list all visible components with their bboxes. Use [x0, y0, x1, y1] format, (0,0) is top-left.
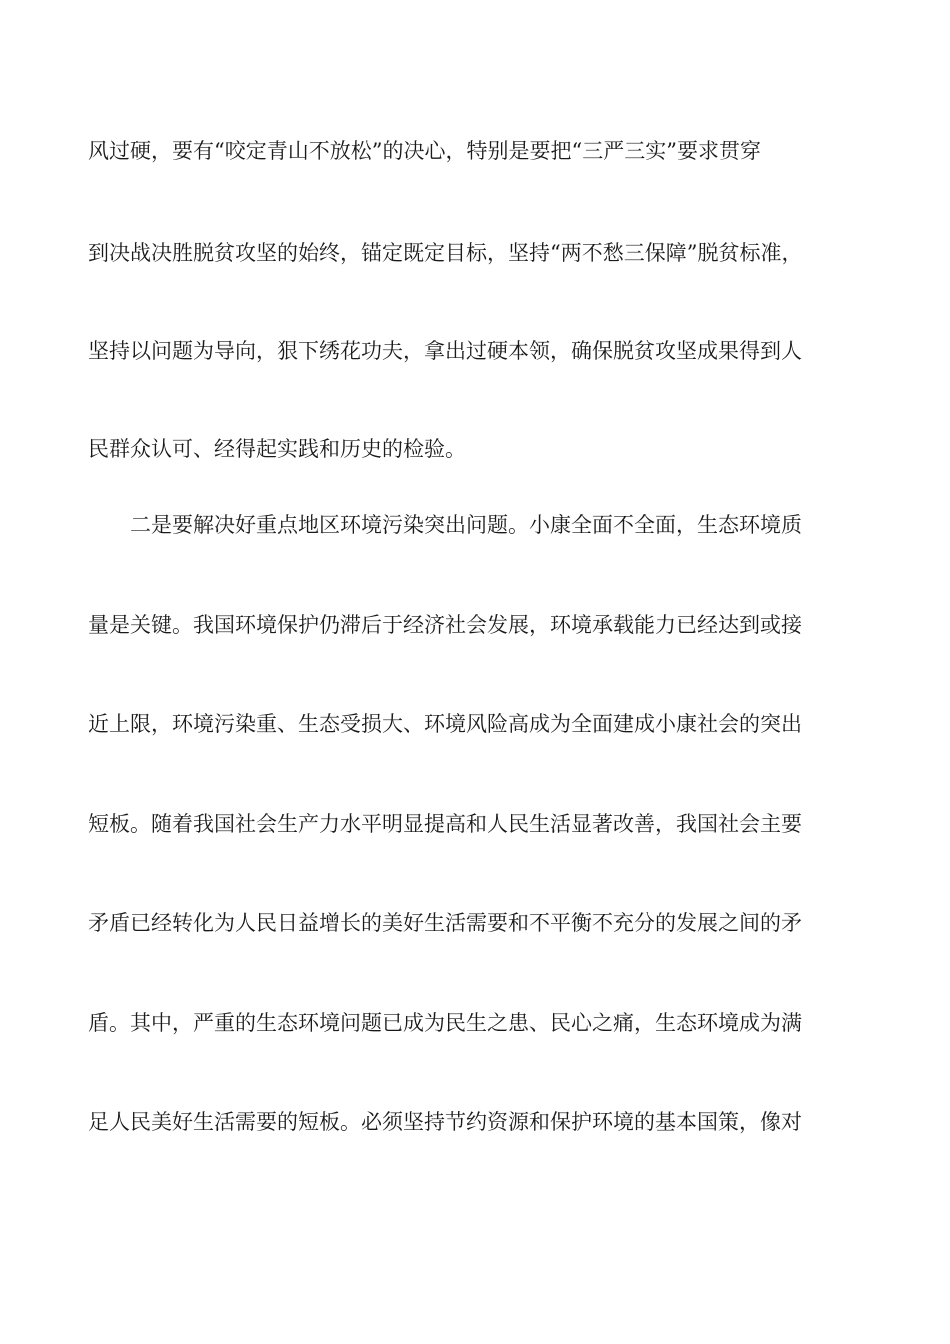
text-line: 风过硬，要有“咬定青山不放松”的决心，特别是要把“三严三实”要求贯穿 [88, 139, 761, 163]
text-line: 矛盾已经转化为人民日益增长的美好生活需要和不平衡不充分的发展之间的矛 [88, 911, 802, 935]
text-line: 近上限，环境污染重、生态受损大、环境风险高成为全面建成小康社会的突出 [88, 712, 802, 736]
text-line: 盾。其中，严重的生态环境问题已成为民生之患、民心之痛，生态环境成为满 [88, 1011, 802, 1035]
text-line: 坚持以问题为导向，狠下绣花功夫，拿出过硬本领，确保脱贫攻坚成果得到人 [88, 339, 802, 363]
text-line: 到决战决胜脱贫攻坚的始终，锚定既定目标，坚持“两不愁三保障”脱贫标准， [88, 241, 803, 265]
text-line: 民群众认可、经得起实践和历史的检验。 [88, 437, 466, 461]
text-line: 足人民美好生活需要的短板。必须坚持节约资源和保护环境的基本国策，像对 [88, 1110, 802, 1134]
text-line: 短板。随着我国社会生产力水平明显提高和人民生活显著改善，我国社会主要 [88, 812, 802, 836]
paragraph-first-line: 二是要解决好重点地区环境污染突出问题。小康全面不全面，生态环境质 [130, 513, 802, 537]
text-line: 量是关键。我国环境保护仍滞后于经济社会发展，环境承载能力已经达到或接 [88, 613, 802, 637]
